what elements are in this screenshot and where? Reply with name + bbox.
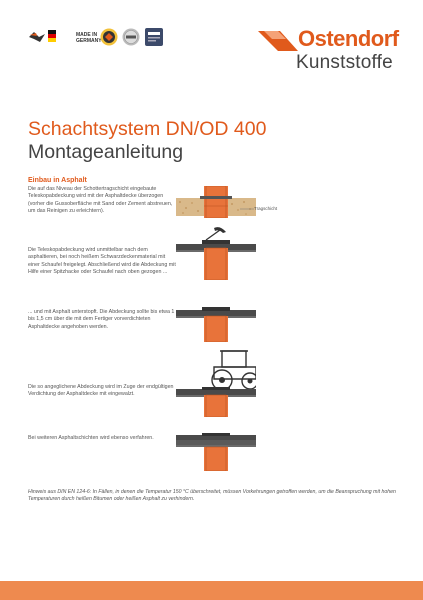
figure-step-4	[176, 345, 256, 417]
ostendorf-logo	[258, 26, 403, 76]
step-3-text: ... und mit Asphalt unterstopft. Die Abdeckung sollte bis etwa 1 bis 1,5 cm über die mit dem Fertiger vorverdichteten Asphaltdecke angehoben werden.	[28, 309, 175, 330]
german-flag-icon	[48, 30, 56, 42]
din-note: Hinweis aus DIN EN 124-6: In Fällen, in denen die Temperatur 150 °C überschreitet, müssen Vorkehrungen getroffen werden, um die Beanspruchung mit hohen Temperaturen durch heißen Bitumen oder heißen Asphalt zu verhindern.	[28, 489, 396, 503]
page-subtitle: Montageanleitung	[28, 141, 184, 163]
certification-badges	[28, 30, 208, 52]
step-2-text: Die Teleskopabdeckung wird unmittelbar nach dem asphaltieren, bei noch heißem Schwarzdeckenmaterial mit einer Schaufel freigelegt. Abschließend wird die Abdeckung mit Hilfe einer Spitzhacke oder Schaufel nach oben gezogen ...	[28, 247, 176, 275]
figure-step-2	[176, 226, 256, 280]
label-leader-line	[240, 207, 254, 211]
quality-seal-icon	[28, 30, 46, 44]
logo-swoosh-icon	[258, 29, 300, 53]
step-1-text: Die auf das Niveau der Schottertragschicht eingebaute Teleskopabdeckung wird mit der Asphaltdecke überzogen (vorher die Gussoberfläche mit Sand oder Zement abstreuen, um das Reinigen zu erleichtern).	[28, 186, 173, 214]
step-5-text: Bei weiteren Asphaltschichten wird ebenso verfahren.	[28, 435, 154, 441]
germany-emblem-icon	[100, 28, 118, 46]
figure-step-1	[176, 186, 256, 218]
section-heading: Einbau in Asphalt	[28, 177, 87, 184]
logo-subtitle: Kunststoffe	[296, 52, 393, 73]
figure-step-5	[176, 433, 256, 471]
footer-bar	[0, 581, 423, 600]
made-in-germany-label: MADE IN GERMANY	[76, 32, 102, 44]
figure-step-3	[176, 306, 256, 342]
page-title: Schachtsystem DN/OD 400	[28, 118, 267, 140]
bim-badge-icon	[145, 28, 163, 46]
certification-seal-icon	[122, 28, 140, 46]
logo-name: Ostendorf	[298, 26, 399, 51]
figure-label-tragschicht: Tragschicht	[254, 206, 278, 211]
step-4-text: Die so angeglichene Abdeckung wird im Zuge der endgültigen Verdichtung der Asphaltdecke mit eingewalzt.	[28, 384, 174, 398]
